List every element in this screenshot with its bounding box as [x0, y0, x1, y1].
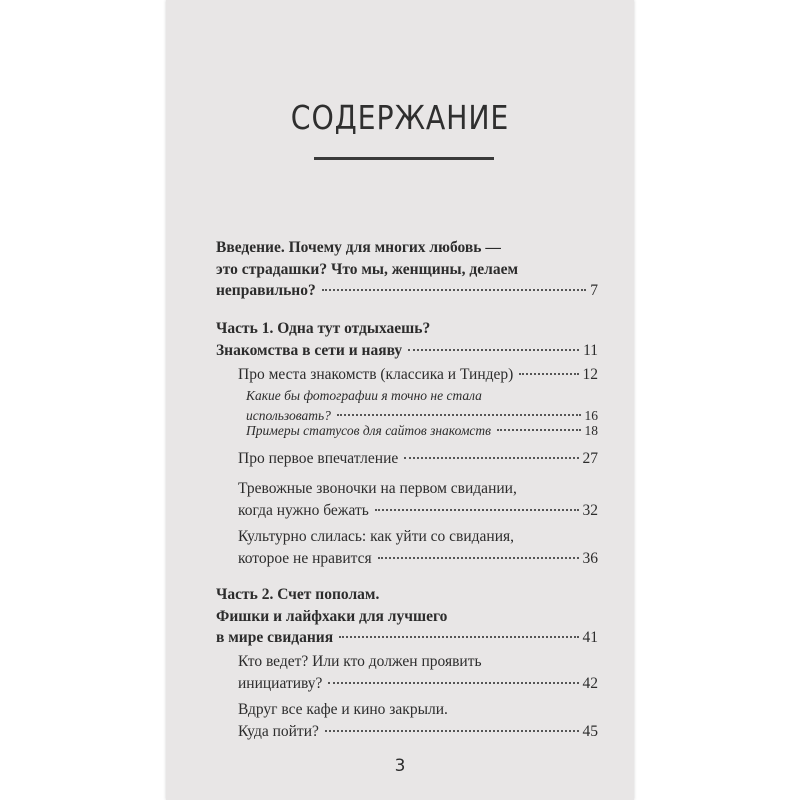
- dot-leader: [519, 373, 578, 375]
- page-number: 7: [590, 282, 598, 299]
- toc-entry-line: Про первое впечатление: [238, 450, 399, 467]
- toc-entry-line: Куда пойти?: [238, 722, 319, 740]
- toc-entry-line: когда нужно бежать: [238, 501, 369, 519]
- toc-entry-line: неправильно?: [216, 282, 316, 299]
- toc-entry-line: Тревожные звоночки на первом свидании,: [238, 480, 517, 497]
- toc-entry-where-to-go[interactable]: [238, 699, 598, 742]
- toc-entry-line: инициативу?: [238, 674, 323, 692]
- dot-leader: [322, 289, 587, 291]
- toc-entry-line: Какие бы фотографии я точно не стала: [246, 388, 482, 403]
- toc-entry-introduction[interactable]: [216, 237, 598, 302]
- toc-entry-line: Культурно слилась: как уйти со свидания,: [238, 528, 515, 545]
- toc-entry-first-impression[interactable]: [238, 448, 598, 470]
- dot-leader: [328, 682, 578, 684]
- page-folio-number: 3: [394, 756, 406, 776]
- toc-entry-part-1[interactable]: [216, 318, 598, 361]
- toc-entry-photos[interactable]: [246, 386, 598, 426]
- toc-entry-who-leads[interactable]: [238, 651, 598, 694]
- page-title: СОДЕРЖАНИЕ: [290, 98, 510, 137]
- toc-entry-line: Вдруг все кафе и кино закрыли.: [238, 701, 448, 718]
- page-number: 32: [582, 501, 598, 519]
- toc-entry-part-2[interactable]: [216, 584, 598, 649]
- toc-entry-line: Знакомства в сети и наяву: [216, 341, 403, 359]
- toc-entry-line: Про места знакомств (классика и Тиндер): [238, 366, 514, 383]
- page-number: 41: [582, 629, 598, 646]
- toc-entry-line: Введение. Почему для многих любовь —: [216, 239, 501, 256]
- page-number: 45: [582, 722, 598, 740]
- toc-entry-warning-signs[interactable]: [238, 478, 598, 521]
- toc-entry-statuses[interactable]: [246, 421, 598, 441]
- toc-entry-line: Фишки и лайфхаки для лучшего: [216, 607, 448, 625]
- toc-entry-line: Часть 1. Одна тут отдыхаешь?: [216, 320, 431, 337]
- dot-leader: [325, 730, 579, 732]
- page-number: 16: [584, 408, 598, 423]
- toc-entry-line: которое не нравится: [238, 549, 372, 567]
- toc-entry-leave-date[interactable]: [238, 526, 598, 569]
- toc-entry-line: Часть 2. Счет пополам.: [216, 586, 380, 603]
- toc-entry-line: в мире свидания: [216, 629, 334, 646]
- page-number: 11: [583, 341, 598, 359]
- dot-leader: [408, 349, 579, 351]
- toc-entry-line: это страдашки? Что мы, женщины, делаем: [216, 260, 519, 278]
- dot-leader: [337, 414, 581, 416]
- toc-entry-dating-places[interactable]: [238, 364, 598, 386]
- dot-leader: [339, 636, 578, 638]
- page-number: 12: [582, 366, 598, 383]
- dot-leader: [404, 457, 578, 459]
- toc-entry-line: Примеры статусов для сайтов знакомств: [246, 423, 492, 438]
- title-underline: [314, 157, 494, 160]
- dot-leader: [497, 429, 580, 431]
- dot-leader: [378, 557, 579, 559]
- page-number: 42: [582, 674, 598, 692]
- book-page: [166, 0, 634, 800]
- dot-leader: [375, 509, 579, 511]
- page-number: 27: [582, 450, 598, 467]
- toc-entry-line: Кто ведет? Или кто должен проявить: [238, 653, 482, 670]
- page-number: 36: [582, 549, 598, 567]
- page-number: 18: [584, 423, 598, 438]
- toc-entry-line: использовать?: [246, 408, 331, 423]
